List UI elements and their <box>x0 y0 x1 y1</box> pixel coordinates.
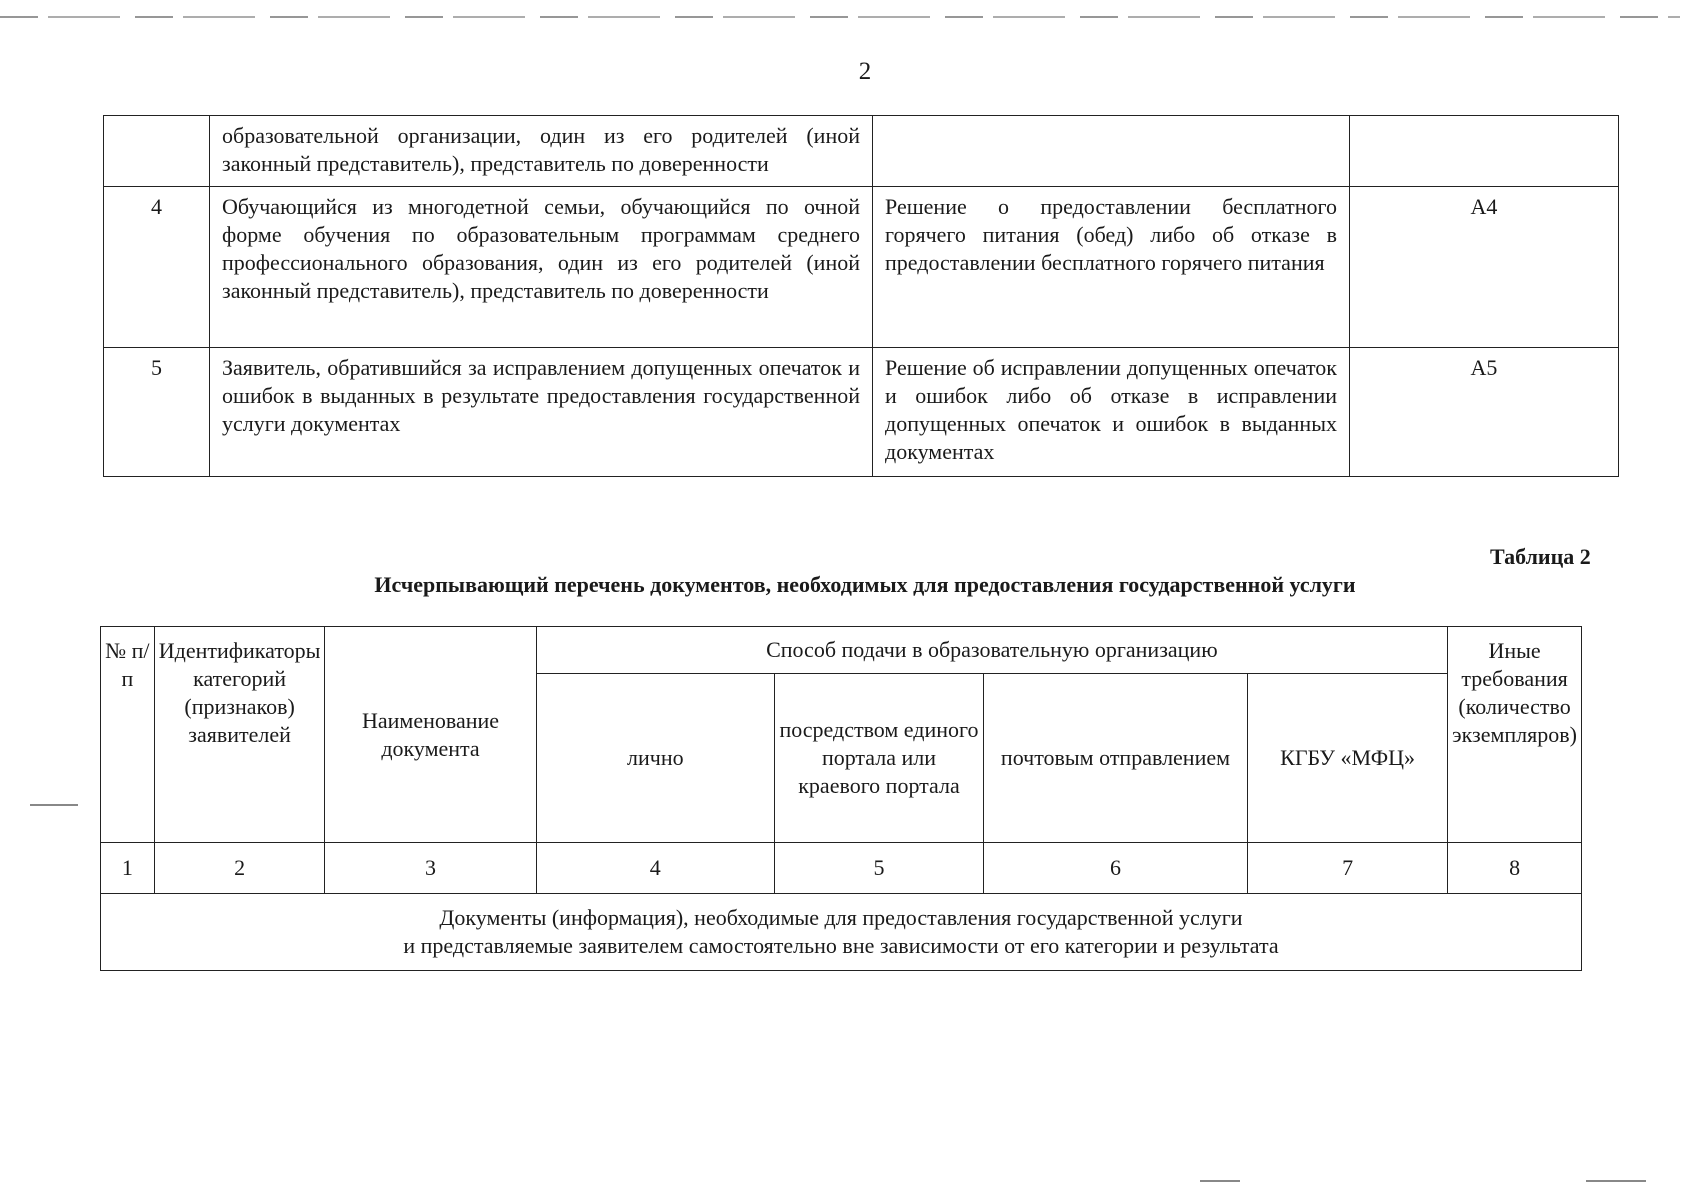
table-heading: Исчерпывающий перечень документов, необходимых для предоставления государственной услуги <box>374 572 1356 597</box>
header-other-requirements: Иные требования (количество экземпляров) <box>1448 627 1582 843</box>
column-number: 8 <box>1448 843 1582 894</box>
applicant-category: Заявитель, обратившийся за исправлением допущенных опечаток и ошибок в выданных в результате предоставления государственной услуги документах <box>210 348 873 477</box>
column-numbers-row <box>101 843 1582 894</box>
row-number: 4 <box>104 187 210 348</box>
table-row <box>104 187 1619 348</box>
column-number: 5 <box>775 843 984 894</box>
result-identifier: А5 <box>1350 348 1619 477</box>
header-identifiers: Идентификаторы категорий (признаков) заявителей <box>154 627 325 843</box>
column-number: 6 <box>983 843 1247 894</box>
section-heading-line-1: Документы (информация), необходимые для предоставления государственной услуги <box>439 905 1243 930</box>
row-number: 5 <box>104 348 210 477</box>
header-num: № п/п <box>101 627 155 843</box>
section-heading <box>101 894 1582 971</box>
column-number: 4 <box>536 843 774 894</box>
row-number <box>104 116 210 187</box>
header-submission-group: Способ подачи в образовательную организацию <box>536 627 1448 674</box>
result-identifier <box>1350 116 1619 187</box>
scan-artifact-line <box>0 16 1680 18</box>
documents-table <box>100 626 1582 971</box>
section-heading-line-2: и представляемые заявителем самостоятельно вне зависимости от его категории и результата <box>403 933 1279 958</box>
scan-artifact-mark <box>30 804 78 806</box>
column-number: 1 <box>101 843 155 894</box>
header-portal: посредством единого портала или краевого портала <box>775 674 984 843</box>
scan-artifact-mark <box>1586 1180 1646 1182</box>
table-label: Таблица 2 <box>1490 544 1591 569</box>
table-row <box>104 116 1619 187</box>
service-result: Решение о предоставлении бесплатного горячего питания (обед) либо об отказе в предоставлении бесплатного горячего питания <box>873 187 1350 348</box>
result-identifier: А4 <box>1350 187 1619 348</box>
header-mfc: КГБУ «МФЦ» <box>1248 674 1448 843</box>
service-result: Решение об исправлении допущенных опечаток и ошибок либо об отказе в исправлении допущенных опечаток и ошибок в выданных документах <box>873 348 1350 477</box>
page-number: 2 <box>858 58 872 85</box>
header-doc-name: Наименование документа <box>325 627 536 843</box>
header-row <box>101 627 1582 674</box>
categories-results-table <box>103 115 1619 477</box>
table-row <box>104 348 1619 477</box>
column-number: 7 <box>1248 843 1448 894</box>
scan-artifact-mark <box>1200 1180 1240 1182</box>
section-row <box>101 894 1582 971</box>
header-postal: почтовым отправлением <box>983 674 1247 843</box>
header-in-person: лично <box>536 674 774 843</box>
applicant-category: Обучающийся из многодетной семьи, обучающийся по очной форме обучения по образовательным программам среднего профессионального образования, один из его родителей (иной законный представитель), представитель по доверенности <box>210 187 873 348</box>
column-number: 2 <box>154 843 325 894</box>
column-number: 3 <box>325 843 536 894</box>
applicant-category: образовательной организации, один из его родителей (иной законный представитель), представитель по доверенности <box>210 116 873 187</box>
service-result <box>873 116 1350 187</box>
